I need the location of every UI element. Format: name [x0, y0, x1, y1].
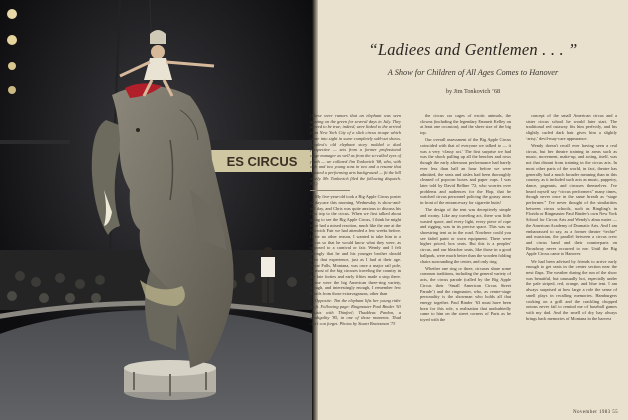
right-page-article [310, 0, 628, 420]
intro-note: (These were rumors that an elephant was seen grazing on the green for several days in July. They proved to be true; indeed, were linked to the arrival from New York City of a slick circus troupe which came into sight in some completely odd-out shows. Amplest's old elephant story molded a dual perspective — sets from a former professional stage manager as well as from the so-called eyes of youth — we collared Jim Tonkovich '68, who, with wife and two young sons in tow and a resume that boasted a performing arts background — fit the bill nicely. Mr. Tonkovich filed the following dispatch. Ed.) [310, 113, 401, 187]
paragraph: We had been advised by friends to arrive early enough to get seats in the center section near the next flaps. The weather during the run of the show was beautiful, but unusually hot, especially under the pale striped, red, orange, and blue tent. I am always surprised at how large a role the sense of smell plays in recalling memories. Hamburgers cooking on a grill and the crackling chopped onions never fail to remind me of baseball games with my dad. And the smell of dry hay always brings back memories of Montana in the harvest [526, 258, 617, 321]
page-folio: November 1983 55 [572, 410, 618, 415]
article-byline: by Jim Tonkovich ’68 [445, 88, 501, 95]
paragraph: Our overall assessment of the Big Apple Circus coincided with that of everyone we talked to — it was a very ‘classy act.’ The first surprise we had was the shock pulling up all the benches and rows though the early afternoon performance had barely ever less than half an hour before we were admitted, the seats and aisles had been thoroughly cleaned of popcorn boxes and paper cups. I was later told by David Belline '72, who worries over problems and audiences for the Hop, that he watched circus personnel policing the grassy areas in front of the entranceway for cigarette butts! [420, 137, 511, 206]
paragraph: Wendy doesn't recall ever having seen a real circus, but her theatre training in areas such as music, movement, make-up, and acting, itself, was not that distant from training in the circus arts. In most other parts of the world, in fact, theatre has generally had a much broader meaning than in this country, as it included such acts as music, puppetry, dance, pageants, and circuses themselves. I've heard myself say “circus performers” many times, though never once in the same breath as “stage performer.” I've never thought of the similarities between circus schools, such as Ringling's in Florida or Ringmaster Paul Binder's own New York School for Circus Arts and Wendy's alma mater — the American Academy of Dramatic Arts. And I am embarrassed to say, as a former theatre “techie” and musician, the parallel between a circus crew and circus band and their counterparts on Broadway never occurred to me. Until the Big Apple Circus came to Hanover. [526, 143, 617, 257]
circus-pedestal [124, 360, 216, 400]
banner-text: ES CIRCUS [226, 154, 298, 169]
article-subtitle: A Show for Children of All Ages Comes to Hanover [387, 68, 559, 77]
paragraph: the circus car cages of exotic animals, the clowns (including the legendary Emmett Kelley on at least one occasion), and the sheer size of the big top. [420, 113, 511, 136]
text-column-2 [420, 113, 511, 405]
paragraph: The design of the tent was deceptively simple and roomy. Like any traveling act, there was little wasted space, and every light, every piece of rope and rigging, was in its precise space. This was no shoestring tent as in the road. Nowhere could you see faded paint or worn equipment. There were higher priced, box seats. But this is a peoples' circus, and our bleacher seats, like those in a good ballpark, were much better than the wooden folding chairs surrounding the center, and only ring. [420, 207, 511, 264]
paragraph: concept of the small American circus and a sister circus school he would later start. The traditional red cutaway fits him perfectly, and his slightly curled dark hair gives him a slightly ‘artsy,’ devil-may-care appearance. [526, 113, 617, 141]
paragraph: My five-year-old took a Big Apple Circus poster to daycare this morning. Wednesday is show-and-tell day, and Chris was quite anxious to discuss his first trip to the circus. When we first talked about going to see the Big Apple Circus, I think he might have had a mixed reaction, much like the one at the Norwich Fair we had attended a few weeks before. If for no other reason, I wanted to take him to a circus so that he would know what they were, as opposed to a carnival or fair. Wendy and I felt strongly that he and his younger brother should have that experience, just as I had at their age. Great Falls, Montana, was once a major rail pole, so most of the big circuses traveling the country in the late forties and early fifties made a stop there. Those were the big American three-ring variety, though, and interestingly enough, I remember few details from those extravaganzas, other than [310, 194, 401, 297]
photo-caption: Opposite: Tim the elephant lifts her young rider aloft. Following page: Ringmaster Paul Binder '63 assists with Thinfeel; Thaddeus Pardon, a prodigality '85, in one of those moments. Thud can't con forget. Photos by Stuart Bratesman '73 [310, 298, 401, 327]
paragraph: Whether one ring or three, circuses share some common traditions, including the general variety of acts, the circus parade (called by the Big Apple Circus their ‘Small American Circus Street Parade’) and the ringmaster, who, as centre-stage personality is the showman who holds all that energy together. Paul Binder ’63 must have been born for this role, a realization that undoubtedly came to him on the street corners of Paris as he toyed with the [420, 265, 511, 323]
text-column-1 [310, 113, 401, 405]
text-column-3 [526, 113, 617, 405]
article-title: “Ladiees and Gentlemen . . . ” [368, 40, 578, 59]
divider [310, 190, 350, 191]
